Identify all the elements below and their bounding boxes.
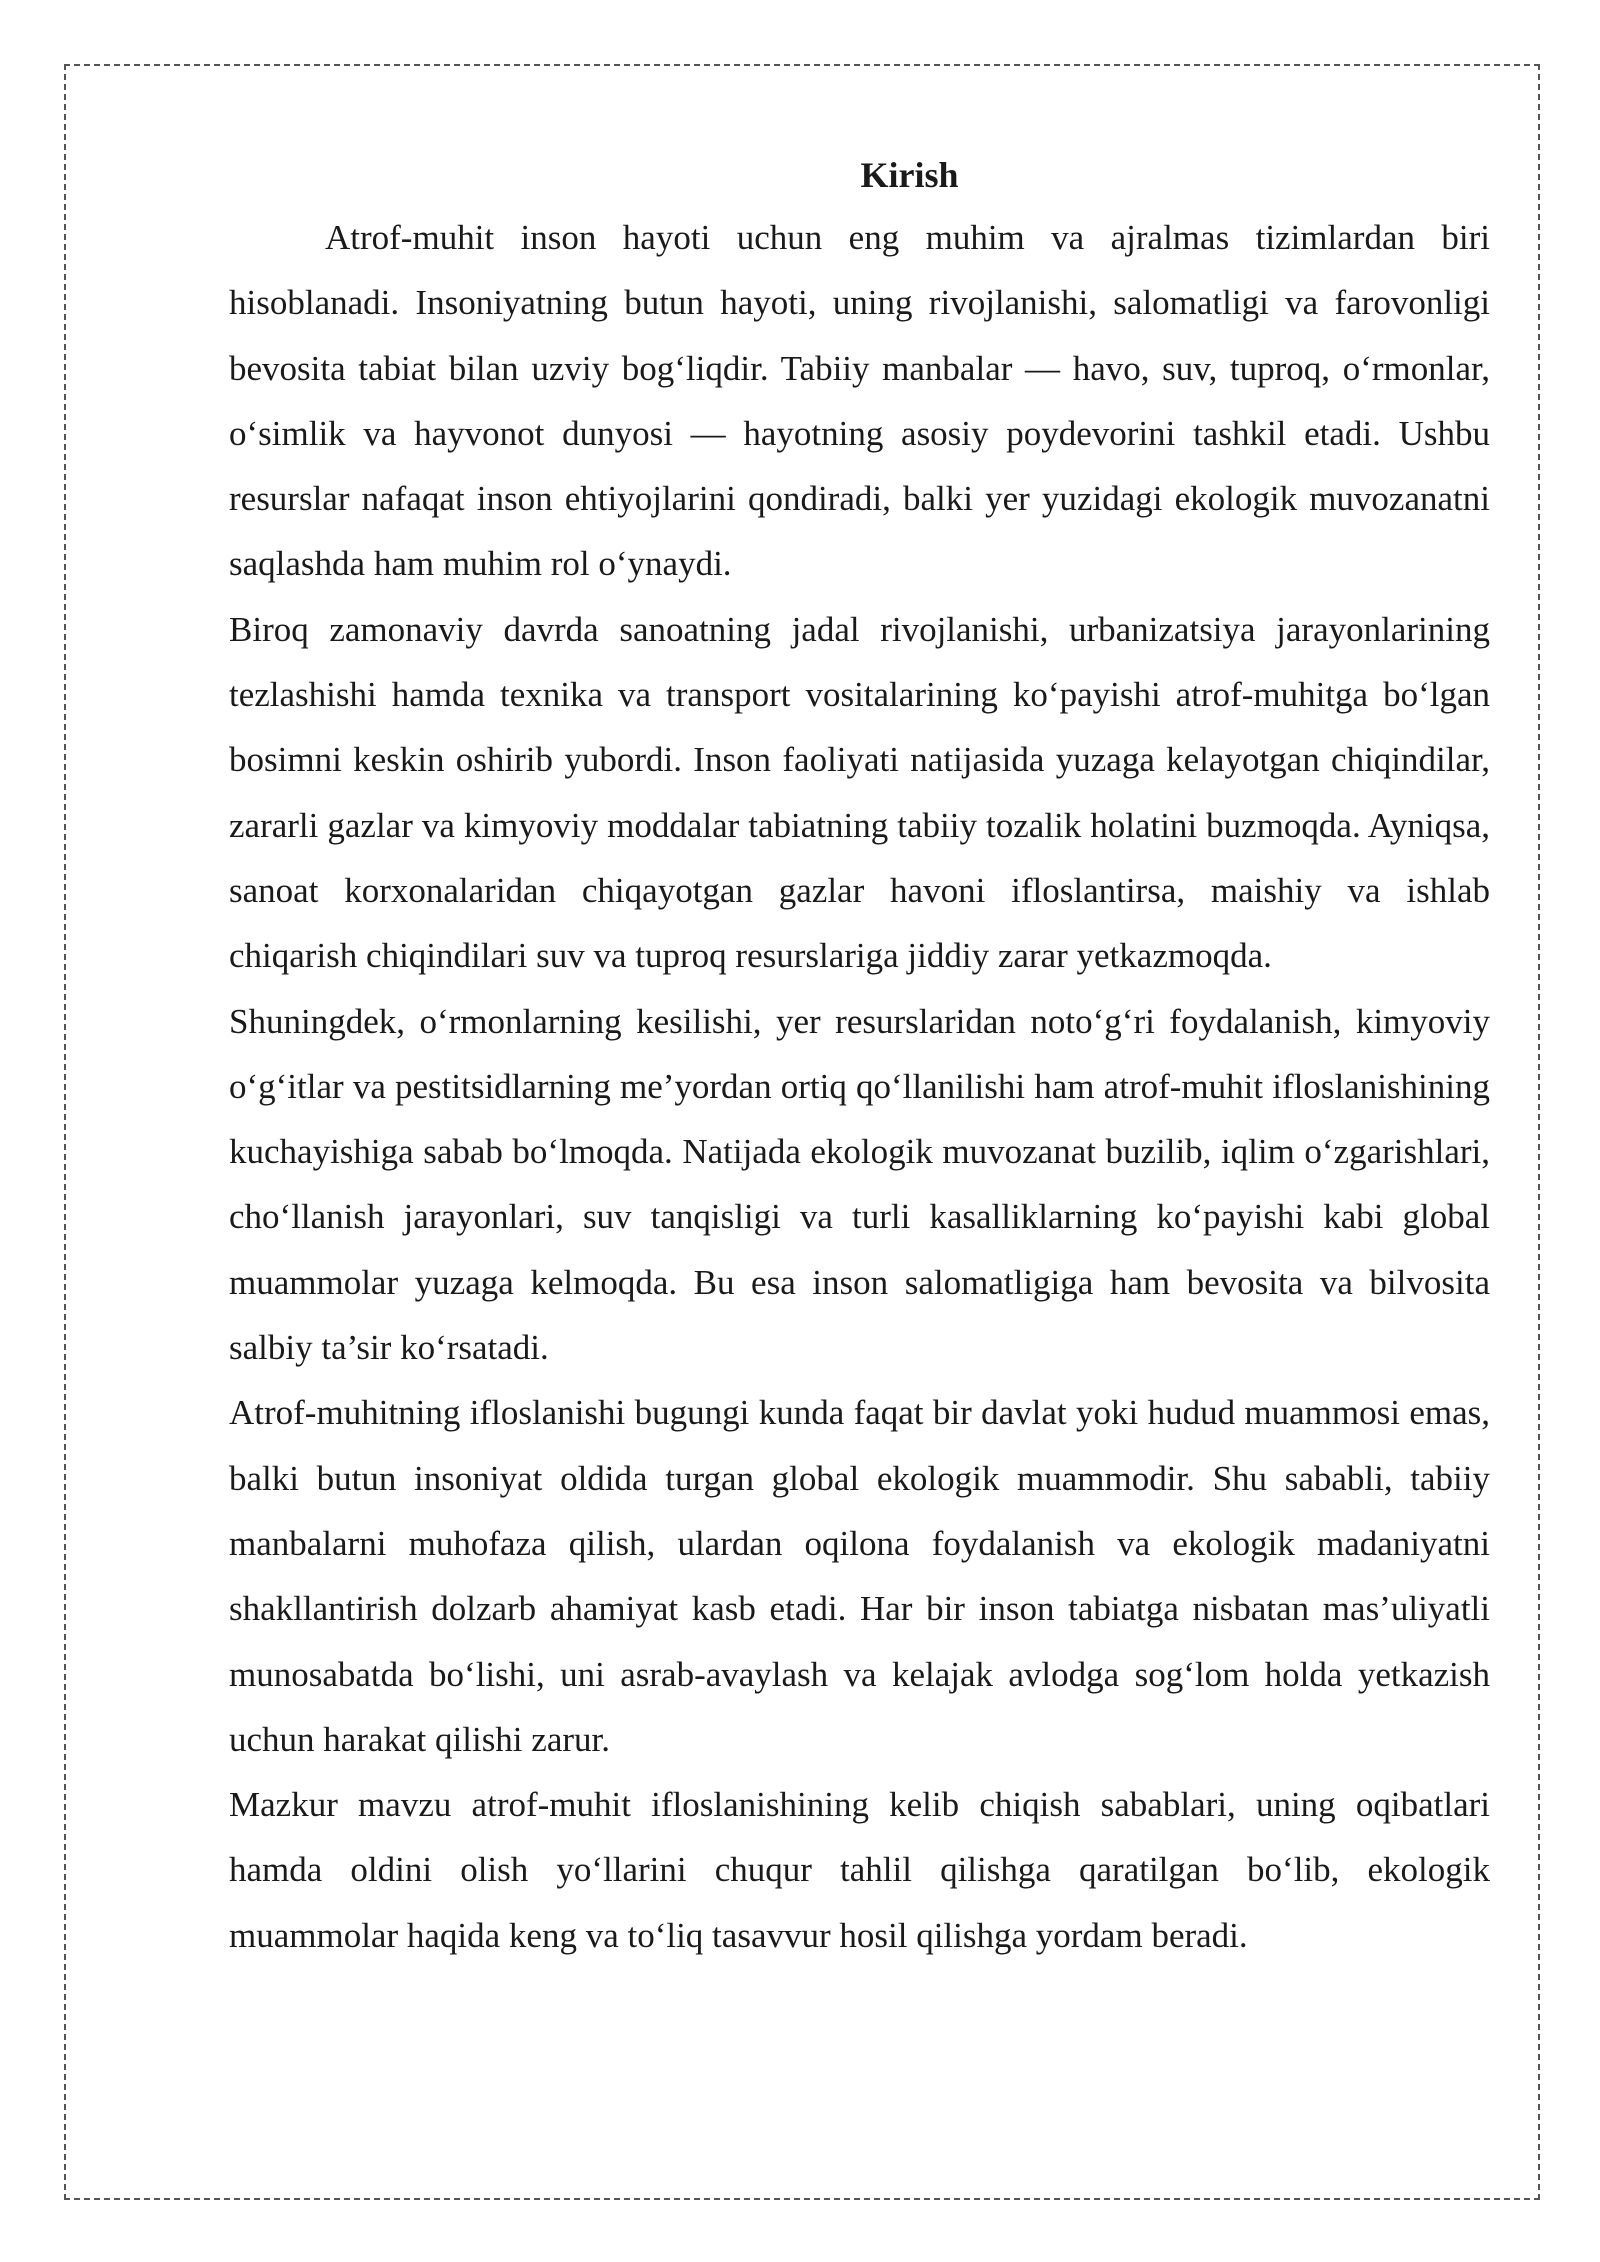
paragraph-5: Mazkur mavzu atrof-muhit ifloslanishining kelib chiqish sabablari, uning oqibatlari hamda oldini olish yo‘llarini chuqur tahlil qilishga qaratilgan bo‘lib, ekologik muammolar haqida keng va to‘liq tasavvur hosil qilishga yordam beradi.: [229, 1785, 1490, 1955]
paragraph-1: Atrof-muhit inson hayoti uchun eng muhim va ajralmas tizimlardan biri hisoblanadi. Insoniyatning butun hayoti, uning rivojlanishi, salomatligi va farovonligi bevosita tabiat bilan uzviy bog‘liqdir. Tabiiy manbalar — havo, suv, tuproq, o‘rmonlar, o‘simlik va hayvonot dunyosi — hayotning asosiy poydevorini tashkil etadi. Ushbu resurslar nafaqat inson ehtiyojlarini qondiradi, balki yer yuzidagi ekologik muvozanatni saqlashda ham muhim rol o‘ynaydi.: [229, 218, 1490, 584]
paragraph-2: Biroq zamonaviy davrda sanoatning jadal rivojlanishi, urbanizatsiya jarayonlarining tezlashishi hamda texnika va transport vositalarining ko‘payishi atrof-muhitga bo‘lgan bosimni keskin oshirib yubordi. Inson faoliyati natijasida yuzaga kelayotgan chiqindilar, zararli gazlar va kimyoviy moddalar tabiatning tabiiy tozalik holatini buzmoqda. Ayniqsa, sanoat korxonalaridan chiqayotgan gazlar havoni ifloslantirsa, maishiy va ishlab chiqarish chiqindilari suv va tuproq resurslariga jiddiy zarar yetkazmoqda.: [229, 609, 1490, 976]
page-title: Kirish: [860, 155, 959, 195]
paragraph-4: Atrof-muhitning ifloslanishi bugungi kunda faqat bir davlat yoki hudud muammosi emas, balki butun insoniyat oldida turgan global ekologik muammodir. Shu sababli, tabiiy manbalarni muhofaza qilish, ulardan oqilona foydalanish va ekologik madaniyatni shakllantirish dolzarb ahamiyat kasb etadi. Har bir inson tabiatga nisbatan mas’uliyatli munosabatda bo‘lishi, uni asrab-avaylash va kelajak avlodga sog‘lom holda yetkazish uchun harakat qilishi zarur.: [229, 1393, 1490, 1759]
document-body: [229, 145, 1490, 1968]
paragraph-3: Shuningdek, o‘rmonlarning kesilishi, yer resurslaridan noto‘g‘ri foydalanish, kimyoviy o‘g‘itlar va pestitsidlarning me’yordan ortiq qo‘llanilishi ham atrof-muhit ifloslanishining kuchayishiga sabab bo‘lmoqda. Natijada ekologik muvozanat buzilib, iqlim o‘zgarishlari, cho‘llanish jarayonlari, suv tanqisligi va turli kasalliklarning ko‘payishi kabi global muammolar yuzaga kelmoqda. Bu esa inson salomatligiga ham bevosita va bilvosita salbiy ta’sir ko‘rsatadi.: [229, 1001, 1490, 1368]
